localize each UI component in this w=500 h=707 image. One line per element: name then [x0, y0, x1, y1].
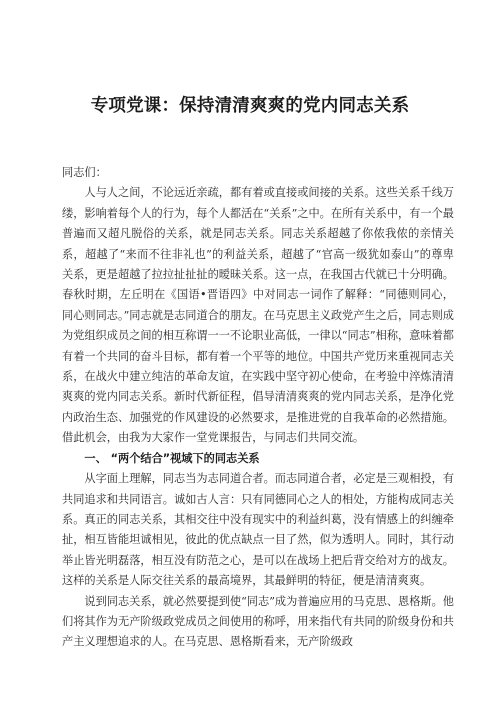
paragraph-section1-1: 从字面上理解，同志当为志同道合者。而志同道合者，必定是三观相投，有共同追求和共同语言。诚如古人言：只有同德同心之人的相处，方能构成同志关系。真正的同志关系，其相交往中没有现实中的利益纠葛，没有情感上的纠缠牵扯，相互皆能坦诚相见，彼此的优点缺点一目了然，似为透明人。同时，其行动举止皆光明磊落，相互没有防范之心，是可以在战场上把后背交给对方的战友。这样的关系是人际交往关系的最高境界，其最鲜明的特征，便是清清爽爽。 [62, 472, 454, 588]
greeting: 同志们： [62, 166, 107, 179]
paragraph-intro: 人与人之间，不论远近亲疏，都有着或直接或间接的关系。这些关系千线万缕，影响着每个人的行为，每个人都活在“关系”之中。在所有关系中，有一个最普遍而又超凡脱俗的关系，就是同志关系。同志关系超越了你侬我侬的亲情关系，超越了“来而不往非礼也”的利益关系，超越了“官高一级犹如泰山”的尊卑关系，更是超越了拉拉扯扯扯的暧昧关系。这一点，在我国古代就已十分明确。春秋时期，左丘明在《国语•晋语四》中对同志一词作了解释：“同德则同心，同心则同志。”同志就是志同道合的朋友。在马克思主义政党产生之后，同志则成为党组织成员之间的相互称谓一一不论职业高低，一律以“同志”相称，意味着都有着一个共同的奋斗目标，都有着一个平等的地位。中国共产党历来重视同志关系，在战火中建立纯洁的革命友谊，在实践中坚守初心使命，在考验中淬炼清清爽爽的党内同志关系。新时代新征程，倡导清清爽爽的党内同志关系，是净化党内政治生态、加强党的作风建设的必然要求，是推进党的自我革命的必然措施。借此机会，由我为大家作一堂党课报告，与同志们共同交流。 [62, 186, 454, 445]
section-heading-1: 一、 “两个结合”视域下的同志关系 [84, 451, 260, 465]
paragraph-section1-2: 说到同志关系，就必然要提到使“同志”成为普遍应用的马克思、恩格斯。他们将其作为无产阶级政党成员之间使用的称呼，用来指代有共同的阶级身份和共产主义理想追求的人。在马克思、恩格斯看来，无产阶级政 [62, 594, 454, 649]
document-title: 专项党课：保持清清爽爽的党内同志关系 [90, 96, 410, 116]
document-body [62, 163, 454, 653]
